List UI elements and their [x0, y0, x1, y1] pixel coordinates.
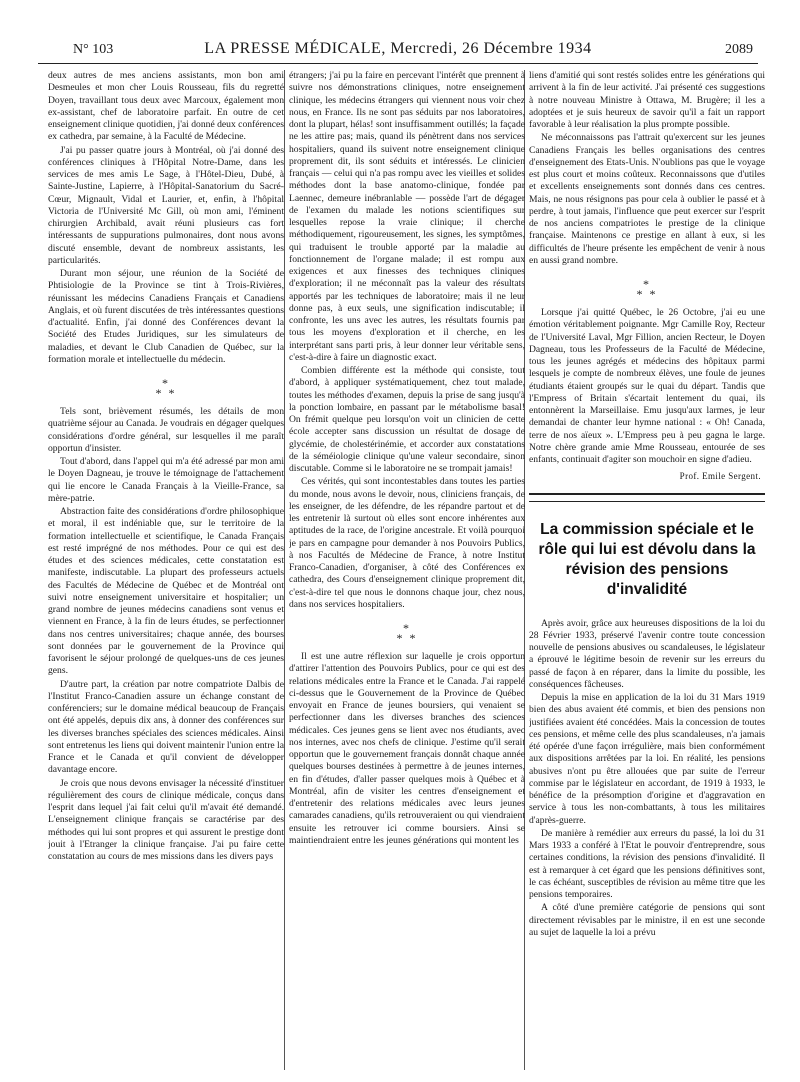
section-separator: * * *	[396, 621, 418, 645]
paragraph: Depuis la mise en application de la loi du 31 Mars 1919 bien des abus avaient été commis, et bien des pensions non justifiées avaient été concédées. Mais la concession de toutes ces pensions, et même celle des plus scandaleuses, n'a jamais été opérée d'une façon irrégulière, mais bien conformément aux dispositions arrêtées par la loi. En réalité, les pensions abusives n'ont pu être allouées que par suite de l'erreur commise par le législateur en accordant, de 1919 à 1933, le bénéfice de la présomption d'origine et d'aggravation en service à tous les non-combattants, à tous les militaires d'après-guerre.	[529, 692, 765, 826]
page-number: 2089	[725, 42, 753, 57]
paragraph: Combien différente est la méthode qui consiste, tout d'abord, à appliquer systématiquement, chez tout malade, toutes les méthodes d'examen, depuis la prise de sang jusqu'à la ponction lombaire, en passant par le métabolisme basal! On frémit quelque peu lorsqu'on voit un clinicien de cette école accepter sans discussion un résultat de dosage de glycémie, de cholestérinémie, et accorder aux constatations de la séméiologie clinique qu'une valeur secondaire, sinon discutable. Comme si le laboratoire ne se trompait jamais!	[289, 365, 525, 474]
paragraph: Ces vérités, qui sont incontestables dans toutes les parties du monde, nous avons le devoir, nous, cliniciens français, de les enseigner, de les défendre, de les répandre partout et de les entretenir là surtout où elles sont encore inhérentes aux aptitudes de la race, de l'origine ancestrale. Et voilà pourquoi je pars en campagne pour demander à nos Pouvoirs Publics, à nos Facultés de Médecine de France, à notre Institut Franco-Canadien, d'organiser, à côté des Conférences ex cathedra, des Cours d'enseignement clinique proprement dit, c'est-à-dire tel que nous le donnons chaque jour, chez nous, dans nos services hospitaliers.	[289, 476, 525, 610]
paragraph: Abstraction faite des considérations d'ordre philosophique et moral, il est indéniable que, sur le territoire de la formation intellectuelle et scientifique, le Canada Français est resté imprégné de nos méthodes. Pour ce qui est des études et des sciences médicales, cette constatation est manifeste, indiscutable. La plupart des professeurs actuels des Facultés de Médecine de Québec et de Montréal ont suivi notre enseignement universitaire et hospitalier; un grand nombre de jeunes médecins canadiens sont venus et viennent en France, à la fin de leurs études, se perfectionner dans nos centres universitaires; chaque année, des bourses sont données par le gouvernement de la Province qui favorisent le séjour prolongé de quelques-uns de ces jeunes gens.	[48, 506, 284, 677]
paragraph: D'autre part, la création par notre compatriote Dalbis de l'Institut Franco-Canadien assure un échange constant de conférenciers; sur le domaine médical beaucoup de Français ont été appelés, depuis dix ans, à donner des conférences sur les diverses branches spéciales des sciences médicales. Ainsi sont entretenus les liens qui doivent maintenir l'union entre la France et le Canada et qu'il convient de développer davantage encore.	[48, 678, 284, 776]
section-separator: * * *	[155, 376, 177, 400]
paragraph: Tout d'abord, dans l'appel qui m'a été adressé par mon ami le Doyen Dagneau, je trouve le témoignage de l'attachement qui lie encore le Canada Français à la Vieille-France, sa mère-patrie.	[48, 456, 284, 504]
paragraph: Durant mon séjour, une réunion de la Société de Phtisiologie de la Province se tint à Trois-Rivières, réunissant les médecins Canadiens Français et Canadiens Anglais, et où furent discutées de très intéressantes questions d'actualité. Enfin, j'ai donné des Conférences devant la Société des Etudes Juridiques, sur les simulateurs de maladies, et devant le Club Canadien de Québec, sur la formation morale et intellectuelle du médecin.	[48, 268, 284, 365]
column-divider	[284, 70, 285, 1070]
author-signature: Prof. Emile Sergent.	[679, 471, 761, 482]
paragraph: Lorsque j'ai quitté Québec, le 26 Octobre, j'ai eu une émotion véritablement poignante. Mgr Camille Roy, Recteur de l'Université Laval, Mgr Fillion, ancien Recteur, le Doyen Dagneau, tous les Professeurs de la Faculté de Médecine, tous les jeunes agrégés et médecins des hôpitaux parmi lesquels je compte de nombreux élèves, une foule de jeunes étudiants étaient groupés sur le quai du départ. Tandis que l'Empress of Britain s'écartait lentement du quai, ils entonnèrent la Marseillaise. Emu jusqu'aux larmes, je leur demandai de chanter leur hymne national : « Oh! Canada, terre de nos aïeux ». L'Empress peu à peu gagna le large. Notre chère grande amie Mme Rousseau, entourée de ses enfants, continuait d'agiter son mouchoir en signe d'adieu.	[529, 307, 765, 465]
paragraph: étrangers; j'ai pu la faire en percevant l'intérêt que prennent à suivre nos démonstrations cliniques, notre enseignement clinique, les médecins étrangers qui viennent nous voir chez nous, en France. Ils ne sont pas séduits par nos laboratoires, dont la plupart, hélas! sont insuffisamment outillés; la façade ne les attire pas; mais, quand ils pénètrent dans nos services hospitaliers, quand ils suivent notre enseignement clinique proprement dit, ils sont séduits et intéressés. Le clinicien français — celui qui n'a pas rompu avec les vieilles et solides méthodes dont la base anatomo-clinique, fondée par Laennec, demeure inébranlable — possède l'art de dégager de l'examen du malade les notions scientifiques sur lesquelles repose la vraie clinique; il cherche méthodiquement, rigoureusement, les signes, les symptômes, qui traduisent le trouble apporté par la maladie au fonctionnement de l'organe malade; il est rompu aux exigences et aux finesses des techniques cliniques d'exploration; il ne méconnaît pas la valeur des résultats apportés par les techniques de laboratoire; mais il ne leur donne pas, à eux seuls, une signification indiscutable; il confronte, les uns avec les autres, les résultats fournis par tous les moyens d'exploration et il cherche, en les interprétant sans parti pris, à leur donner leur véritable sens, c'est-à-dire à faire un diagnostic exact.	[289, 70, 525, 363]
paragraph: Je crois que nous devons envisager la nécessité d'instituer régulièrement des cours de clinique médicale, conçus dans l'esprit dans lequel j'ai fait celui qu'il m'avait été demandé. L'enseignement clinique français se caractérise par des méthodes qui lui sont propres et qui assurent le prestige dont jouit à l'Etranger la clinique française. J'ai pu faire cette constatation au cours de mes missions dans les divers pays	[48, 777, 284, 862]
issue-number: N° 103	[73, 42, 114, 57]
article-rule	[529, 501, 765, 502]
paragraph: deux autres de mes anciens assistants, mon bon ami Desmeules et mon cher Louis Rousseau, fils du regretté Doyen, travaillant tous deux avec Marcoux, également mon ex-assistant, chef de laboratoire parfait. En outre de cet enseignement clinique quotidien, j'ai donné deux conférences ex cathedra, par semaine, à la Faculté de Médecine.	[48, 70, 284, 143]
header-rule	[38, 63, 758, 64]
paragraph: A côté d'une première catégorie de pensions qui sont directement révisables par le ministre, il en est une seconde au sujet de laquelle la loi a prévu	[529, 902, 765, 938]
journal-title: LA PRESSE MÉDICALE, Mercredi, 26 Décembre 1934	[204, 40, 592, 57]
paragraph: Il est une autre réflexion sur laquelle je crois opportun d'attirer l'attention des Pouvoirs Publics, pour ce qui est des relations médicales entre la France et le Canada. J'ai rappelé ci-dessus que le Gouvernement de la Province de Québec envoyait en France de jeunes boursiers, qui venaient se perfectionner dans les diverses branches des sciences médicales. Ces jeunes gens se lient avec nos étudiants, avec nos internes, avec nos chefs de clinique. J'estime qu'il serait opportun que le gouvernement français donnât chaque année quelques bourses destinées à permettre à de jeunes internes, en fin d'études, d'aller passer quelques mois à Québec et à Montréal, afin de visiter les centres d'enseignement et d'entretenir des relations médicales avec leurs jeunes camarades canadiens, qu'ils retrouveraient ou qui viendraient ensuite les retrouver ici comme boursiers. Ainsi se maintiendraient entre les jeunes générations qui montent les	[289, 651, 525, 846]
column-1	[48, 70, 284, 1068]
paragraph: liens d'amitié qui sont restés solides entre les générations qui arrivent à la fin de leur activité. J'ai présenté ces suggestions à notre nouveau Ministre à Ottawa, M. Brugère; il les a adoptées et je suis heureux de savoir qu'il a fait un rapport favorable à leur réalisation la plus prompte possible.	[529, 70, 765, 130]
column-3	[529, 70, 765, 1068]
paragraph: De manière à remédier aux erreurs du passé, la loi du 31 Mars 1933 a conféré à l'Etat le pouvoir d'entreprendre, sous certaines conditions, la révision des pensions d'invalidité. Il est à remarquer à cet égard que les pensions définitives sont, le cas échéant, susceptibles de révision au même titre que les pensions temporaires.	[529, 827, 765, 900]
article-rule	[529, 493, 765, 495]
article-title: La commission spéciale et le rôle qui lui est dévolu dans la révision des pensions d'invalidité	[538, 520, 756, 598]
paragraph: Ne méconnaissons pas l'attrait qu'exercent sur les jeunes Canadiens Français les belles organisations des centres d'enseignement des Etats-Unis. N'oublions pas que le voyage est plus court et moins coûteux. Reconnaissons que d'utiles et excellents enseignements sont donnés dans ces centres. Mais, ne nous résignons pas pour cela à oublier le passé et à perdre, à tout jamais, l'influence que peut exercer sur l'esprit de nos anciens compatriotes le prestige de la clinique française. Maintenons ce prestige en allant à eux, si les difficultés de l'heure présente les empêchent de venir à nous en aussi grand nombre.	[529, 132, 765, 266]
paragraph: Tels sont, brièvement résumés, les détails de mon quatrième séjour au Canada. Je voudrais en dégager quelques considérations d'ordre général, sur lesquelles il me paraît opportun d'insister.	[48, 406, 284, 454]
paragraph: J'ai pu passer quatre jours à Montréal, où j'ai donné des conférences cliniques à l'Hôpital Notre-Dame, dans les services de mes amis Le Sage, à l'Hôtel-Dieu, Dubé, à Sainte-Justine, Lapierre, à l'Hôpital-Sanatorium du Sacré-Cœur, Mignault, Vidal et Laurier, et, enfin, à l'hôpital Victoria de l'Université Mc Gill, où mon ami, l'éminent chirurgien Archibald, avait réuni plusieurs cas fort intéressants de suppurations pulmonaires, dont nous avons discuté ensemble, devant de nombreux assistants, les particularités.	[48, 144, 284, 266]
section-separator: * * *	[636, 277, 658, 301]
column-2	[289, 70, 525, 1068]
paragraph: Après avoir, grâce aux heureuses dispositions de la loi du 28 Février 1933, préservé l'avenir contre toute concession nouvelle de pensions abusives ou scandaleuses, le législateur a éprouvé le légitime besoin de revenir sur les erreurs du passé de façon à en réparer, dans la limite du possible, les conséquences fâcheuses.	[529, 617, 765, 690]
